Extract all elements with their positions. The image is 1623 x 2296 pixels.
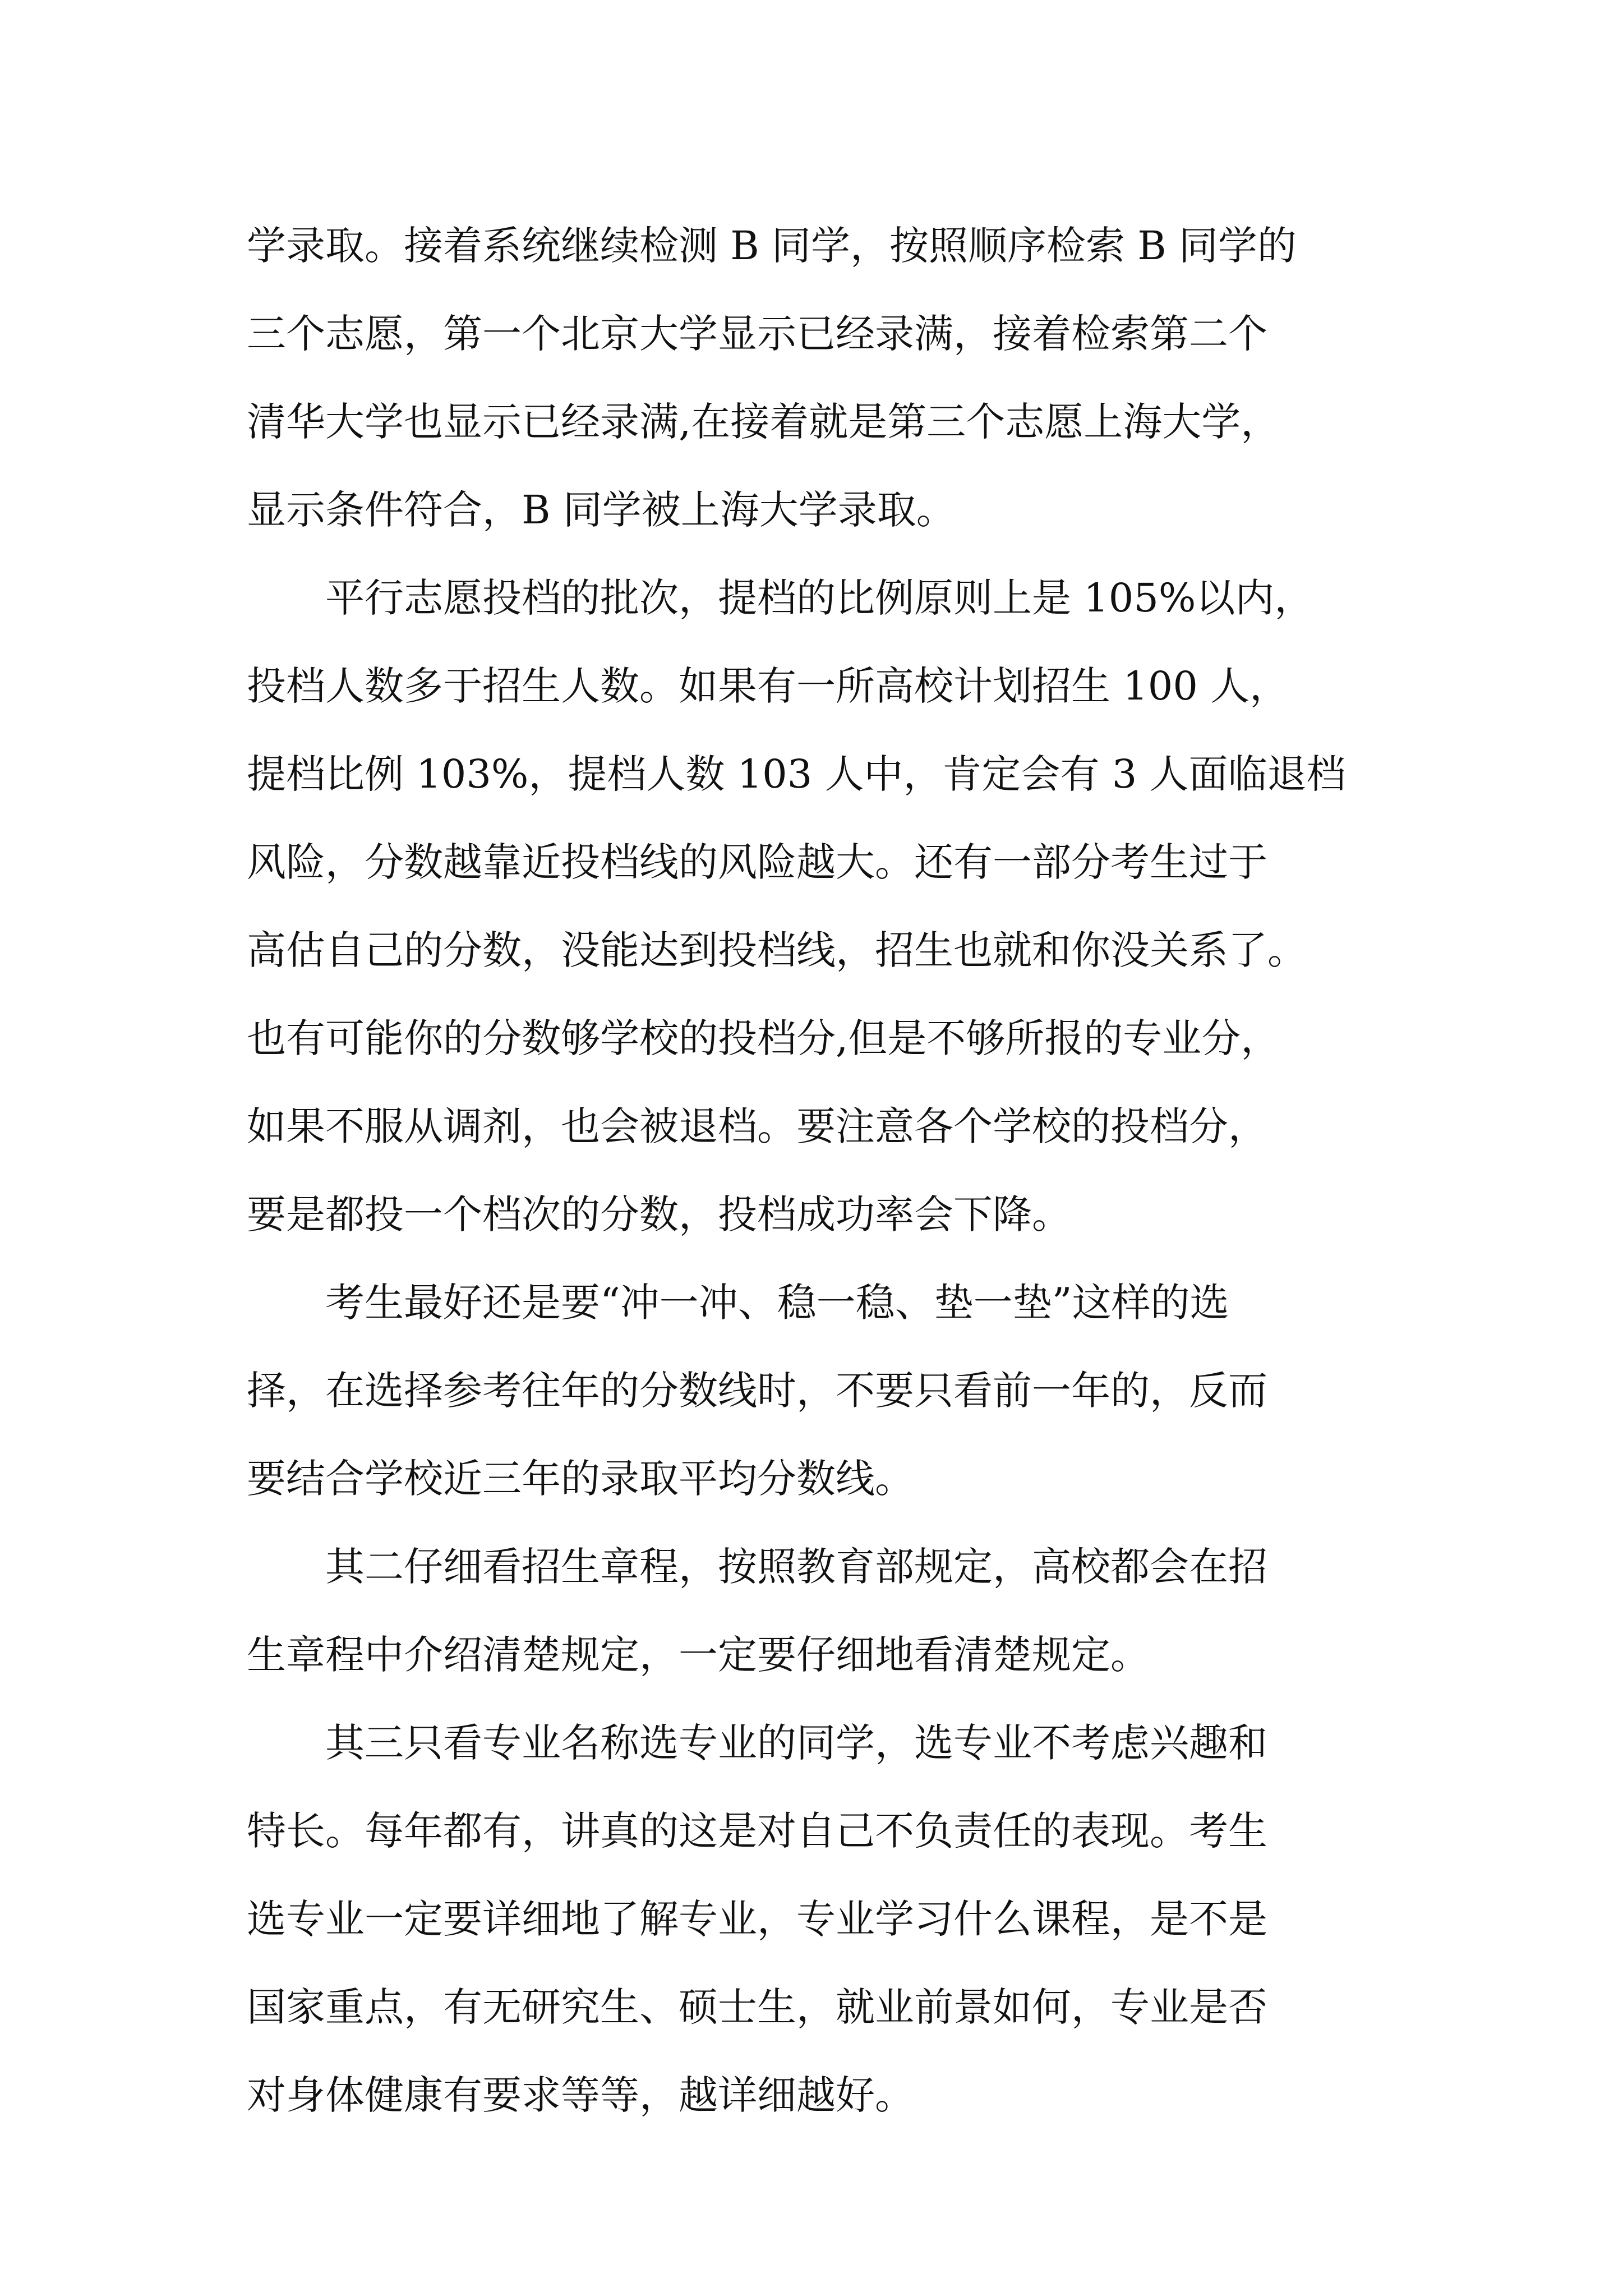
text-line: 其三只看专业名称选专业的同学，选专业不考虑兴趣和: [247, 1720, 1267, 1766]
text-line: 也有可能你的分数够学校的投档分,但是不够所报的专业分，: [247, 1015, 1280, 1061]
text-line: 投档人数多于招生人数。如果有一所高校计划招生 100 人，: [247, 663, 1289, 709]
text-line: 对身体健康有要求等等，越详细越好。: [247, 2072, 914, 2118]
text-line: 考生最好还是要“冲一冲、稳一稳、垫一垫”这样的选: [247, 1280, 1229, 1326]
text-line: 风险，分数越靠近投档线的风险越大。还有一部分考生过于: [247, 839, 1267, 885]
text-line: 其二仔细看招生章程，按照教育部规定，高校都会在招: [247, 1544, 1267, 1590]
text-line: 高估自己的分数，没能达到投档线，招生也就和你没关系了。: [247, 927, 1307, 973]
text-line: 平行志愿投档的批次，提档的比例原则上是 105%以内，: [247, 575, 1314, 621]
text-line: 特长。每年都有，讲真的这是对自己不负责任的表现。考生: [247, 1808, 1267, 1854]
text-line: 显示条件符合，B 同学被上海大学录取。: [247, 487, 956, 533]
paragraph-parallel-volunteer: [247, 554, 1430, 1259]
text-line: 选专业一定要详细地了解专业，专业学习什么课程，是不是: [247, 1896, 1267, 1942]
text-line: 三个志愿，第一个北京大学显示已经录满，接着检索第二个: [247, 311, 1267, 357]
paragraph-admission-rules: [247, 1523, 1430, 1699]
text-line: 学录取。接着系统继续检测 B 同学，按照顺序检索 B 同学的: [247, 223, 1297, 269]
text-line: 提档比例 103%，提档人数 103 人中，肯定会有 3 人面临退档: [247, 751, 1346, 797]
text-line: 要是都投一个档次的分数，投档成功率会下降。: [247, 1191, 1071, 1237]
text-line: 要结合学校近三年的录取平均分数线。: [247, 1456, 914, 1502]
paragraph-admission-example: [247, 202, 1430, 554]
text-line: 择，在选择参考往年的分数线时，不要只看前一年的，反而: [247, 1368, 1267, 1414]
text-line: 生章程中介绍清楚规定，一定要仔细地看清楚规定。: [247, 1632, 1150, 1678]
document-body: [247, 202, 1430, 2139]
paragraph-major-choice: [247, 1699, 1430, 2139]
text-line: 如果不服从调剂，也会被退档。要注意各个学校的投档分，: [247, 1103, 1267, 1149]
text-line: 清华大学也显示已经录满,在接着就是第三个志愿上海大学，: [247, 399, 1280, 445]
paragraph-strategy: [247, 1259, 1430, 1523]
text-line: 国家重点，有无研究生、硕士生，就业前景如何，专业是否: [247, 1984, 1267, 2030]
